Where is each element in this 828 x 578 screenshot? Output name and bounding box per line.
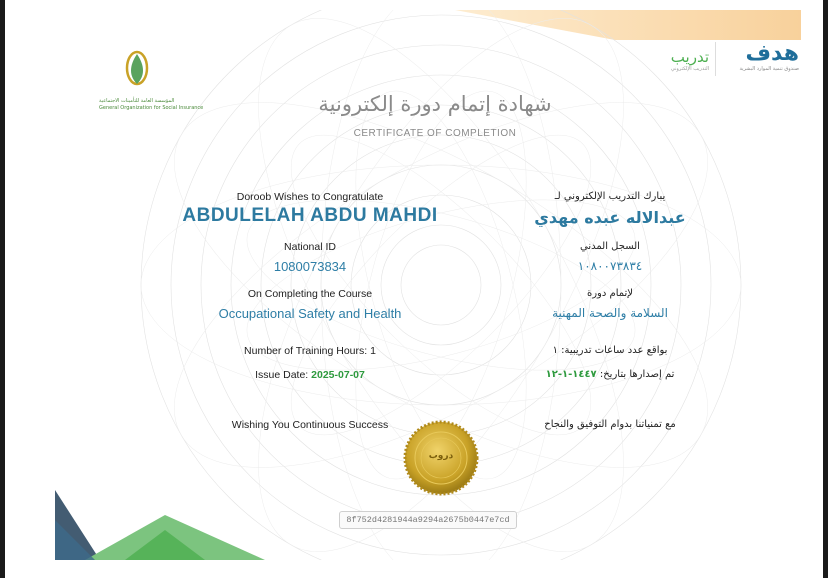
hadaf-logo-icon (719, 42, 799, 73)
training-hours-en: Number of Training Hours: 1 (244, 345, 376, 357)
course-name-ar: السلامة والصحة المهنية (552, 306, 668, 320)
issue-date-row-en (185, 369, 435, 381)
tadreeb-label: تدريب (670, 48, 709, 66)
certificate (55, 10, 801, 560)
congrats-ar: يبارك التدريب الإلكتروني لـ (554, 191, 666, 202)
wish-ar: مع تمنياتنا بدوام التوفيق والنجاح (544, 419, 676, 430)
national-id-label-ar: السجل المدني (580, 241, 640, 252)
course-label-ar: لإتمام دورة (586, 288, 634, 299)
wish-en: Wishing You Continuous Success (231, 419, 389, 431)
issue-date-value-ar: ١٤٤٧-١-١٢ (545, 369, 597, 380)
course-name-en: Occupational Safety and Health (218, 306, 402, 321)
issue-date-label-en: Issue Date: (255, 369, 309, 381)
certificate-title-en: CERTIFICATE OF COMPLETION (353, 128, 517, 139)
issue-date-label-ar: تم إصدارها بتاريخ: (599, 369, 675, 380)
issue-date-value-en: 2025-07-07 (311, 369, 365, 381)
gosi-logo (99, 46, 204, 116)
verification-hash[interactable]: 8f752d4281944a9294a2675b0447e7cd (339, 511, 516, 529)
gosi-logo-icon (99, 46, 189, 94)
hadaf-tagline: صندوق تنمية الموارد البشرية (739, 66, 799, 72)
national-id-label-en: National ID (284, 241, 336, 253)
national-id-value-ar: ١٠٨٠٠٧٣٨٣٤ (577, 259, 643, 273)
tadreeb-sub: التدريب الإلكتروني (670, 66, 709, 72)
congrats-en: Doroob Wishes to Congratulate (236, 191, 384, 203)
gosi-name-en: General Organization for Social Insurance (99, 105, 204, 111)
recipient-name-en: ABDULELAH ABDU MAHDI (182, 205, 438, 226)
course-label-en: On Completing the Course (247, 288, 373, 300)
hadaf-logo (659, 42, 799, 82)
hadaf-brand: هدف (745, 41, 799, 66)
recipient-name-ar: عبدالاله عبده مهدي (534, 208, 686, 227)
certificate-title-ar: شهادة إتمام دورة إلكترونية (318, 92, 552, 116)
gosi-name-ar: المؤسسة العامة للتأمينات الاجتماعية (99, 98, 175, 104)
logo-divider (715, 42, 716, 76)
national-id-value-en: 1080073834 (273, 259, 347, 274)
seal-text: دروب (428, 451, 454, 461)
training-hours-ar: بواقع عدد ساعات تدريبية: ١ (552, 345, 668, 356)
gold-seal (403, 420, 479, 496)
issue-date-row-ar (485, 369, 735, 380)
verification-hash-row (55, 507, 801, 526)
page-frame (5, 0, 823, 578)
